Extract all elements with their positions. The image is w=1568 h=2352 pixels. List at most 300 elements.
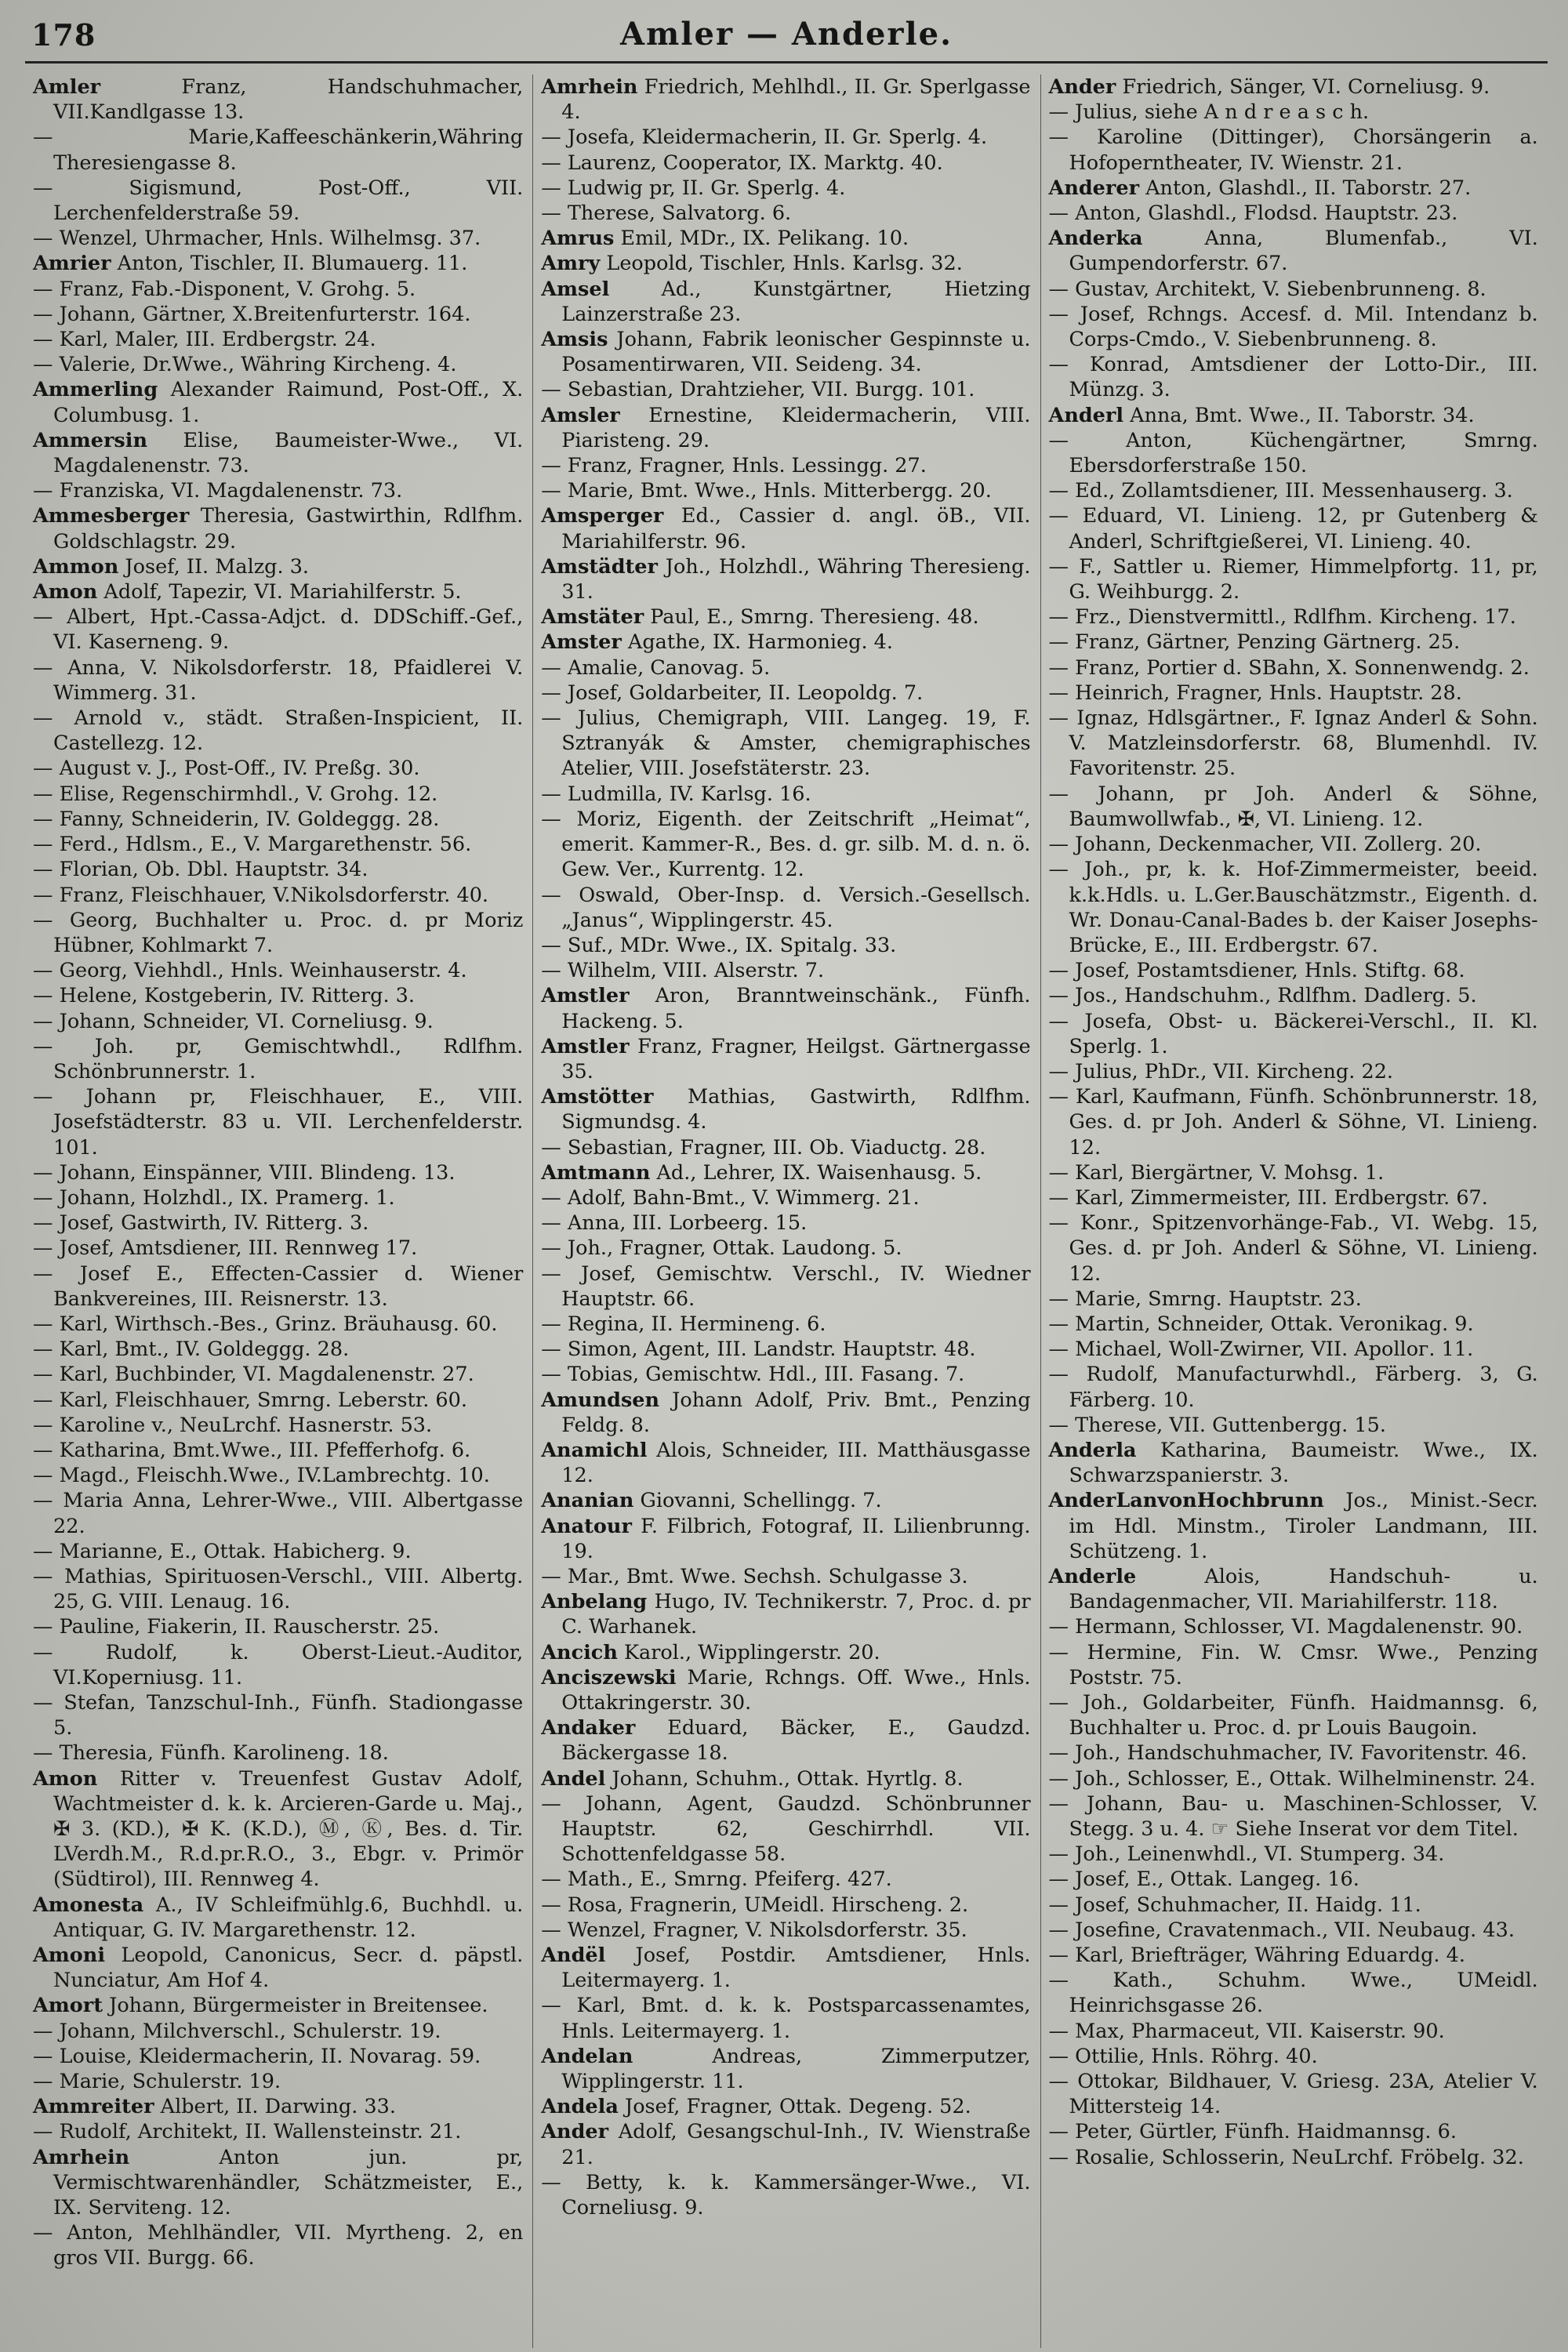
entry-text: — Franziska, VI. Magdalenenstr. 73. [33, 479, 403, 503]
directory-entry [541, 503, 1030, 554]
running-head: Amler — Anderle. [619, 16, 953, 53]
entry-text: — Marianne, E., Ottak. Habicherg. 9. [33, 1539, 412, 1563]
directory-entry [541, 1665, 1030, 1715]
entry-text: — Gustav, Architekt, V. Siebenbrunneng. 8. [1048, 277, 1486, 301]
entry-text: Leopold, Tischler, Hnls. Karlsg. 32. [600, 252, 963, 276]
directory-entry [541, 1261, 1030, 1312]
entry-text: — Joh., Goldarbeiter, Fünfh. Haidmannsg. 6, Buchhalter u. Proc. d. pr Louis Baugoin. [1048, 1691, 1538, 1740]
directory-entry [541, 807, 1030, 883]
directory-entry [541, 604, 1030, 630]
entry-text: — Maria Anna, Lehrer-Wwe., VIII. Albertgasse 22. [33, 1489, 524, 1538]
entry-text: Anton, Glashdl., II. Taborstr. 27. [1139, 176, 1472, 200]
directory-entry [1049, 1210, 1538, 1287]
directory-entry [541, 1766, 1030, 1791]
entry-text: — Katharina, Bmt.Wwe., III. Pfefferhofg. 6. [33, 1438, 471, 1462]
directory-entry [541, 1514, 1030, 1564]
directory-entry [33, 2044, 523, 2069]
directory-entry [1049, 352, 1538, 402]
directory-entry [33, 176, 523, 226]
entry-text: Giovanni, Schellingg. 7. [633, 1489, 882, 1513]
entry-text: Alois, Handschuh- u. Bandagenmacher, VII. Mariahilferstr. 118. [1069, 1564, 1538, 1614]
entry-text: — Amalie, Canovag. 5. [541, 655, 771, 680]
directory-entry [541, 2044, 1030, 2094]
entry-text: — Johann, Gärtner, X.Breitenfurterstr. 164. [33, 302, 471, 326]
entry-surname: Ananian [541, 1489, 634, 1513]
entry-text: Marie, Rchngs. Off. Wwe., Hnls. Ottakringerstr. 30. [561, 1665, 1031, 1715]
entry-text: — Josef, Schuhmacher, II. Haidg. 11. [1048, 1893, 1421, 1917]
directory-entry [33, 226, 523, 251]
entry-text: Johann Adolf, Priv. Bmt., Penzing Feldg. 8. [561, 1388, 1031, 1437]
entry-text: — Karoline (Dittinger), Chorsängerin a. Hofoperntheater, IV. Wienstr. 21. [1048, 125, 1538, 175]
entry-text: Adolf, Tapezir, VI. Mariahilferstr. 5. [97, 580, 462, 604]
entry-text: — Jos., Handschuhm., Rdlfhm. Dadlerg. 5. [1048, 984, 1477, 1008]
entry-text: — Karl, Bmt. d. k. k. Postsparcassenamtes, Hnls. Leitermayerg. 1. [541, 1994, 1031, 2043]
entry-text: — Therese, VII. Guttenbergg. 15. [1048, 1413, 1386, 1437]
directory-entry [541, 983, 1030, 1033]
entry-text: F. Filbrich, Fotograf, II. Lilienbrunng. 19. [561, 1514, 1031, 1563]
column-left [25, 74, 532, 2348]
entry-text: — Ottilie, Hnls. Röhrg. 40. [1048, 2044, 1318, 2068]
entry-text: — Rosa, Fragnerin, UMeidl. Hirscheng. 2. [541, 1893, 969, 1917]
directory-entry [541, 403, 1030, 453]
directory-entry [33, 1893, 523, 1943]
entry-text: — Georg, Buchhalter u. Proc. d. pr Moriz Hübner, Kohlmarkt 7. [33, 908, 524, 957]
entry-text: — Anton, Mehlhändler, VII. Myrtheng. 2, en gros VII. Burgg. 66. [33, 2221, 524, 2270]
directory-entry [1049, 958, 1538, 983]
entry-surname: Ammon [33, 554, 119, 579]
entry-text: Hugo, IV. Technikerstr. 7, Proc. d. pr C. Warhanek. [561, 1590, 1031, 1639]
entry-text: Johann, Schuhm., Ottak. Hyrtlg. 8. [605, 1766, 964, 1791]
directory-entry [33, 807, 523, 832]
entry-surname: Amsler [541, 403, 620, 427]
entry-text: — Hermine, Fin. W. Cmsr. Wwe., Penzing Poststr. 75. [1048, 1640, 1538, 1690]
entry-text: — Karl, Biergärtner, V. Mohsg. 1. [1048, 1160, 1385, 1185]
directory-entry [1049, 1740, 1538, 1766]
entry-text: — Karl, Zimmermeister, III. Erdbergstr. 67. [1048, 1185, 1488, 1210]
directory-entry [541, 1034, 1030, 1084]
directory-entry [541, 226, 1030, 251]
directory-entry [541, 655, 1030, 681]
directory-entry [1049, 478, 1538, 503]
entry-text: Mathias, Gastwirth, Rdlfhm. Sigmundsg. 4. [561, 1085, 1031, 1134]
entry-text: — Franz, Fab.-Disponent, V. Grohg. 5. [33, 277, 416, 301]
entry-surname: Amler [33, 75, 101, 99]
directory-entry [541, 1135, 1030, 1160]
directory-entry [33, 756, 523, 781]
entry-text: — Franz, Gärtner, Penzing Gärtnerg. 25. [1048, 630, 1461, 655]
entry-text: Leopold, Canonicus, Secr. d. päpstl. Nunciatur, Am Hof 4. [53, 1944, 524, 1993]
directory-entry [33, 1084, 523, 1160]
entry-text: — Valerie, Dr.Wwe., Währing Kircheng. 4. [33, 353, 457, 377]
entry-text: — Kath., Schuhm. Wwe., UMeidl. Heinrichsgasse 26. [1048, 1969, 1538, 2018]
directory-entry [541, 151, 1030, 176]
entry-text: — Anton, Küchengärtner, Smrng. Ebersdorferstraße 150. [1048, 428, 1538, 478]
directory-entry [33, 277, 523, 302]
directory-entry [1049, 125, 1538, 175]
entry-text: Ad., Lehrer, IX. Waisenhausg. 5. [650, 1160, 982, 1185]
entry-surname: Amrier [33, 252, 111, 276]
entry-text: — Laurenz, Cooperator, IX. Marktg. 40. [541, 151, 943, 175]
entry-text: — Franz, Portier d. SBahn, X. Sonnenwendg. 2. [1048, 655, 1530, 680]
entry-text: — Marie,Kaffeeschänkerin,Währing Theresiengasse 8. [33, 125, 524, 175]
entry-text: Ritter v. Treuenfest Gustav Adolf, Wachtmeister d. k. k. Arcieren-Garde u. Maj., ✠ 3. (KD.), ✠ K. (K.D.), Ⓜ, Ⓚ, Bes. d. Tir. LVerdh.M., R.d.pr.R.O., 3., Ebgr. v. Primör (Südtirol), III. Rennweg 4. [53, 1766, 524, 1892]
directory-entry [33, 883, 523, 908]
directory-entry [1049, 832, 1538, 857]
entry-text: — Josef, Rchngs. Accesf. d. Mil. Intendanz b. Corps-Cmdo., V. Siebenbrunneng. 8. [1048, 302, 1538, 352]
directory-entry [1049, 1160, 1538, 1185]
entry-surname: Ammersin [33, 428, 147, 452]
directory-entry [33, 428, 523, 478]
column-right [1040, 74, 1548, 2348]
directory-entry [541, 1918, 1030, 1943]
directory-entry [1049, 2044, 1538, 2069]
directory-entry [1049, 983, 1538, 1008]
directory-entry [33, 554, 523, 579]
entry-text: Josef, II. Malzg. 3. [118, 554, 310, 579]
entry-surname: Anamichl [541, 1438, 648, 1462]
entry-text: — Marie, Schulerstr. 19. [33, 2070, 281, 2094]
entry-text: — Johann, Agent, Gaudzd. Schönbrunner Hauptstr. 62, Geschirrhdl. VII. Schottenfeldgasse 58. [541, 1791, 1031, 1867]
directory-entry [1049, 655, 1538, 681]
directory-entry [1049, 2119, 1538, 2144]
directory-entry [1049, 1488, 1538, 1564]
directory-entry [541, 1185, 1030, 1210]
entry-surname: Ammesberger [33, 504, 190, 528]
entry-text: A., IV Schleifmühlg.6, Buchhdl. u. Antiquar, G. IV. Margarethenstr. 12. [53, 1893, 524, 1942]
entry-text: — Karl, Wirthsch.-Bes., Grinz. Bräuhausg. 60. [33, 1312, 498, 1336]
entry-text: Josef, Fragner, Ottak. Degeng. 52. [618, 2095, 971, 2119]
directory-entry [541, 251, 1030, 276]
directory-entry [1049, 1312, 1538, 1337]
entry-text: — Heinrich, Fragner, Hnls. Hauptstr. 28. [1048, 681, 1462, 705]
directory-entry [33, 377, 523, 427]
entry-text: — Johann, Milchverschl., Schulerstr. 19. [33, 2019, 441, 2043]
directory-entry [33, 983, 523, 1008]
entry-surname: Anderl [1048, 403, 1124, 427]
entry-text: Alois, Schneider, III. Matthäusgasse 12. [561, 1438, 1031, 1488]
entry-text: — Marie, Smrng. Hauptstr. 23. [1048, 1287, 1362, 1311]
directory-entry [1049, 100, 1538, 125]
entry-surname: Andelan [541, 2044, 633, 2068]
entry-text: — Stefan, Tanzschul-Inh., Fünfh. Stadiongasse 5. [33, 1691, 524, 1740]
directory-entry [1049, 176, 1538, 201]
directory-entry [1049, 403, 1538, 428]
entry-text: — Joh., pr, k. k. Hof-Zimmermeister, beeid. k.k.Hdls. u. L.Ger.Bauschätzmstr., Eigenth. d. Wr. Donau-Canal-Bades b. der Kaiser Josephs-Brücke, E., III. Erdbergstr. 67. [1048, 858, 1538, 957]
entry-text: Josef, Postdir. Amtsdiener, Hnls. Leitermayerg. 1. [561, 1944, 1031, 1993]
entry-text: — Pauline, Fiakerin, II. Rauscherstr. 25. [33, 1615, 440, 1639]
entry-text: Jos., Minist.-Secr. im Hdl. Minstm., Tiroler Landmann, III. Schützeng. 1. [1069, 1489, 1538, 1563]
directory-entry [33, 352, 523, 377]
directory-entry [1049, 1968, 1538, 2018]
directory-entry [541, 453, 1030, 478]
entry-text: — Julius, PhDr., VII. Kircheng. 22. [1048, 1059, 1394, 1083]
directory-entry [541, 201, 1030, 226]
directory-entry [541, 1312, 1030, 1337]
directory-entry [541, 1337, 1030, 1362]
directory-entry [541, 1362, 1030, 1387]
directory-entry [541, 1640, 1030, 1665]
entry-surname: Anderla [1048, 1438, 1137, 1462]
directory-entry [1049, 1009, 1538, 1059]
entry-surname: Anderka [1048, 227, 1143, 251]
entry-text: — Karl, Briefträger, Währing Eduardg. 4. [1048, 1944, 1465, 1968]
entry-text: Albert, II. Darwing. 33. [154, 2095, 396, 2119]
entry-text: Anton jun. pr, Vermischtwarenhändler, Schätzmeister, E., IX. Serviteng. 12. [53, 2145, 524, 2220]
entry-text: — Oswald, Ober-Insp. d. Versich.-Gesellsch. „Janus“, Wipplingerstr. 45. [541, 883, 1031, 932]
entry-surname: Ander [1048, 75, 1116, 99]
directory-entry [33, 1539, 523, 1564]
entry-surname: Anderle [1048, 1564, 1137, 1588]
directory-entry [541, 1867, 1030, 1892]
entry-surname: Amstädter [541, 554, 658, 579]
directory-entry [33, 1690, 523, 1740]
entry-text: — Max, Pharmaceut, VII. Kaiserstr. 90. [1048, 2019, 1445, 2043]
directory-entry [1049, 1564, 1538, 1614]
entry-text: — Theresia, Fünfh. Karolineng. 18. [33, 1741, 389, 1766]
entry-text: Friedrich, Mehlhdl., II. Gr. Sperlgasse 4. [561, 75, 1031, 125]
directory-entry [541, 706, 1030, 782]
columns [25, 74, 1548, 2348]
directory-entry [33, 1388, 523, 1413]
entry-text: — Peter, Gürtler, Fünfh. Haidmannsg. 6. [1048, 2120, 1457, 2144]
entry-text: Agathe, IX. Harmonieg. 4. [621, 630, 893, 655]
directory-entry [33, 125, 523, 175]
entry-surname: Amstäter [541, 605, 644, 630]
entry-text: — F., Sattler u. Riemer, Himmelpfortg. 11, pr, G. Weihburgg. 2. [1048, 554, 1538, 604]
entry-surname: Amoni [33, 1944, 106, 1968]
directory-entry [33, 1413, 523, 1438]
entry-text: — Joh. pr, Gemischtwhdl., Rdlfhm. Schönbrunnerstr. 1. [33, 1034, 524, 1083]
entry-text: — Adolf, Bahn-Bmt., V. Wimmerg. 21. [541, 1185, 920, 1210]
directory-entry [541, 1160, 1030, 1185]
directory-entry [33, 2119, 523, 2144]
entry-text: — Joh., Fragner, Ottak. Laudong. 5. [541, 1236, 902, 1261]
directory-entry [541, 478, 1030, 503]
directory-entry [541, 1993, 1030, 2043]
entry-text: — Josef E., Effecten-Cassier d. Wiener Bankvereines, III. Reisnerstr. 13. [33, 1261, 524, 1311]
entry-text: Alexander Raimund, Post-Off., X. Columbusg. 1. [53, 378, 524, 427]
entry-surname: Anderer [1048, 176, 1140, 200]
directory-entry [541, 883, 1030, 933]
entry-text: — Joh., Schlosser, E., Ottak. Wilhelminenstr. 24. [1048, 1766, 1536, 1791]
directory-entry [541, 1564, 1030, 1589]
entry-text: — Florian, Ob. Dbl. Hauptstr. 34. [33, 858, 368, 882]
entry-text: — Johann, pr Joh. Anderl & Söhne, Baumwollwfab., ✠, VI. Linieng. 12. [1048, 782, 1538, 831]
entry-text: — Johann, Holzhdl., IX. Pramerg. 1. [33, 1185, 395, 1210]
entry-text: — Wenzel, Uhrmacher, Hnls. Wilhelmsg. 37. [33, 227, 481, 251]
directory-entry [541, 681, 1030, 706]
entry-surname: Amry [541, 252, 601, 276]
entry-text: Johann, Fabrik leonischer Gespinnste u. Posamentirwaren, VII. Seideng. 34. [561, 328, 1031, 377]
entry-surname: Ammreiter [33, 2095, 154, 2119]
directory-entry [33, 2069, 523, 2094]
directory-entry [33, 327, 523, 352]
directory-entry [33, 1766, 523, 1893]
directory-entry [1049, 2069, 1538, 2119]
directory-entry [33, 1261, 523, 1312]
directory-entry [1049, 630, 1538, 655]
directory-entry [541, 1438, 1030, 1488]
entry-surname: Anatour [541, 1514, 632, 1538]
entry-text: — Elise, Regenschirmhdl., V. Grohg. 12. [33, 782, 438, 806]
entry-text: — Suf., MDr. Wwe., IX. Spitalg. 33. [541, 933, 897, 957]
directory-entry [33, 1210, 523, 1236]
entry-surname: Ancich [541, 1640, 618, 1664]
entry-surname: Andel [541, 1766, 606, 1791]
directory-entry [33, 1993, 523, 2018]
entry-text: — Anton, Glashdl., Flodsd. Hauptstr. 23. [1048, 201, 1458, 226]
directory-entry [1049, 428, 1538, 478]
entry-text: — Wenzel, Fragner, V. Nikolsdorferstr. 35. [541, 1918, 967, 1942]
entry-text: — Franz, Fragner, Hnls. Lessingg. 27. [541, 454, 927, 478]
entry-text: — Josef, Postamtsdiener, Hnls. Stiftg. 68. [1048, 959, 1465, 983]
directory-entry [33, 478, 523, 503]
directory-entry [33, 1160, 523, 1185]
entry-surname: Andël [541, 1944, 606, 1968]
directory-entry [33, 1640, 523, 1690]
entry-text: Anna, Bmt. Wwe., II. Taborstr. 34. [1123, 403, 1475, 427]
directory-entry [541, 958, 1030, 983]
entry-text: — Rudolf, Architekt, II. Wallensteinstr. 21. [33, 2120, 462, 2144]
directory-entry [1049, 2145, 1538, 2170]
entry-text: Eduard, Bäcker, E., Gaudzd. Bäckergasse 18. [561, 1716, 1031, 1766]
entry-text: — Karl, Buchbinder, VI. Magdalenenstr. 27. [33, 1363, 474, 1387]
entry-text: — Julius, Chemigraph, VIII. Langeg. 19, F. Sztranyák & Amster, chemigraphisches Atelier, VIII. Josefstäterstr. 23. [541, 706, 1031, 781]
entry-text: — Johann, Schneider, VI. Corneliusg. 9. [33, 1009, 434, 1033]
entry-text: — Anna, V. Nikolsdorferstr. 18, Pfaidlerei V. Wimmerg. 31. [33, 655, 524, 705]
directory-entry [1049, 2019, 1538, 2044]
directory-entry [541, 1943, 1030, 1993]
entry-surname: Amstler [541, 1034, 630, 1058]
entry-text: — Fanny, Schneiderin, IV. Goldeggg. 28. [33, 807, 440, 831]
entry-text: — Frz., Dienstvermittl., Rdlfhm. Kircheng. 17. [1048, 605, 1516, 630]
directory-entry [33, 2019, 523, 2044]
entry-text: — Josef, E., Ottak. Langeg. 16. [1048, 1867, 1359, 1892]
entry-text: — Ignaz, Hdlsgärtner., F. Ignaz Anderl & Sohn. V. Matzleinsdorferstr. 68, Blumenhdl. IV. Favoritenstr. 25. [1048, 706, 1538, 781]
entry-text: Franz, Handschuhmacher, VII.Kandlgasse 13. [53, 75, 524, 125]
entry-surname: Amstler [541, 984, 630, 1008]
directory-entry [1049, 226, 1538, 276]
entry-text: — Sigismund, Post-Off., VII. Lerchenfelderstraße 59. [33, 176, 524, 226]
entry-text: — Mathias, Spirituosen-Verschl., VIII. Albertg. 25, G. VIII. Lenaug. 16. [33, 1564, 524, 1614]
entry-text: — Karoline v., NeuLrchf. Hasnerstr. 53. [33, 1413, 433, 1437]
directory-entry [1049, 201, 1538, 226]
directory-entry [1049, 604, 1538, 630]
directory-entry [1049, 554, 1538, 604]
directory-entry [541, 1589, 1030, 1639]
directory-entry [1049, 277, 1538, 302]
entry-text: — August v. J., Post-Off., IV. Preßg. 30. [33, 757, 420, 781]
entry-text: — Hermann, Schlosser, VI. Magdalenenstr. 90. [1048, 1615, 1523, 1639]
entry-text: — Marie, Bmt. Wwe., Hnls. Mitterbergg. 20. [541, 479, 992, 503]
entry-text: — Mar., Bmt. Wwe. Sechsh. Schulgasse 3. [541, 1564, 968, 1588]
entry-text: — Sebastian, Fragner, III. Ob. Viaductg. 28. [541, 1135, 986, 1160]
directory-entry [33, 74, 523, 125]
entry-text: Joh., Holzhdl., Währing Theresieng. 31. [561, 554, 1031, 604]
entry-text: — Rudolf, k. Oberst-Lieut.-Auditor, VI.Koperniusg. 11. [33, 1640, 524, 1690]
entry-text: Theresia, Gastwirthin, Rdlfhm. Goldschlagstr. 29. [53, 504, 524, 554]
directory-entry [33, 655, 523, 706]
entry-surname: Amon [33, 1766, 98, 1791]
page-header [25, 16, 1548, 64]
directory-entry [1049, 1842, 1538, 1867]
entry-surname: Ander [541, 2120, 609, 2144]
page-number: 178 [31, 17, 96, 53]
directory-entry [541, 1388, 1030, 1438]
directory-entry [541, 377, 1030, 402]
directory-entry [1049, 1640, 1538, 1690]
directory-entry [33, 832, 523, 857]
directory-entry [1049, 1918, 1538, 1943]
entry-text: — Joh., Handschuhmacher, IV. Favoritenstr. 46. [1048, 1741, 1527, 1766]
entry-text: — Ludwig pr, II. Gr. Sperlg. 4. [541, 176, 846, 200]
directory-entry [1049, 503, 1538, 554]
directory-entry [541, 2094, 1030, 2119]
entry-text: — Josef, Amtsdiener, III. Rennweg 17. [33, 1236, 418, 1261]
directory-entry [541, 554, 1030, 604]
directory-entry [1049, 1084, 1538, 1160]
entry-text: Franz, Fragner, Heilgst. Gärtnergasse 35. [561, 1034, 1031, 1083]
directory-entry [541, 1715, 1030, 1766]
entry-text: — Martin, Schneider, Ottak. Veronikag. 9. [1048, 1312, 1474, 1336]
directory-entry [33, 2145, 523, 2221]
entry-text: Elise, Baumeister-Wwe., VI. Magdalenenstr. 73. [53, 428, 524, 478]
directory-entry [33, 302, 523, 327]
entry-text: Adolf, Gesangschul-Inh., IV. Wienstraße 21. [561, 2120, 1031, 2169]
entry-text: Ed., Cassier d. angl. öB., VII. Mariahilferstr. 96. [561, 504, 1031, 554]
directory-entry [541, 782, 1030, 807]
directory-entry [1049, 1185, 1538, 1210]
entry-text: — Josefa, Kleidermacherin, II. Gr. Sperlg. 4. [541, 125, 988, 150]
entry-surname: Amsel [541, 277, 610, 301]
directory-entry [33, 1337, 523, 1362]
directory-entry [33, 958, 523, 983]
entry-text: — Johann, Bau- u. Maschinen-Schlosser, V. Stegg. 3 u. 4. ☞ Siehe Inserat vor dem Titel. [1048, 1791, 1538, 1842]
directory-entry [541, 125, 1030, 150]
entry-surname: Amrus [541, 227, 615, 251]
entry-surname: Andela [541, 2095, 619, 2119]
entry-text: — Josef, Goldarbeiter, II. Leopoldg. 7. [541, 681, 924, 705]
entry-text: — Karl, Fleischhauer, Smrng. Leberstr. 60. [33, 1388, 467, 1412]
directory-entry [1049, 74, 1538, 100]
directory-entry [1049, 1791, 1538, 1842]
directory-entry [1049, 782, 1538, 832]
entry-text: — Joh., Leinenwhdl., VI. Stumperg. 34. [1048, 1842, 1445, 1867]
entry-text: — Michael, Woll-Zwirner, VII. Apolloг. 11. [1048, 1338, 1474, 1362]
entry-text: — Moriz, Eigenth. der Zeitschrift „Heimat“, emerit. Kammer-R., Bes. d. gr. silb. M. d. n. ö. Gew. Ver., Kurrentg. 12. [541, 807, 1031, 882]
directory-entry [33, 1185, 523, 1210]
directory-entry [1049, 1943, 1538, 1968]
entry-text: — Therese, Salvatorg. 6. [541, 201, 792, 226]
directory-entry [541, 176, 1030, 201]
entry-text: Paul, E., Smrng. Theresieng. 48. [644, 605, 979, 630]
directory-entry [541, 1236, 1030, 1261]
entry-surname: Anciszewski [541, 1665, 677, 1690]
directory-entry [541, 327, 1030, 377]
entry-text: — Albert, Hpt.-Cassa-Adjct. d. DDSchiff.-Gef., VI. Kaserneng. 9. [33, 605, 524, 655]
entry-surname: Amsis [541, 328, 608, 352]
entry-text: Ad., Kunstgärtner, Hietzing Lainzerstraße 23. [561, 277, 1031, 326]
directory-entry [33, 857, 523, 882]
directory-entry [541, 1893, 1030, 1918]
directory-entry [1049, 1893, 1538, 1918]
directory-entry [1049, 1766, 1538, 1791]
directory-entry [33, 1564, 523, 1614]
entry-text: — Konr., Spitzenvorhänge-Fab., VI. Webg. 15, Ges. d. pr Joh. Anderl & Söhne, VI. Linieng. 12. [1048, 1211, 1538, 1286]
entry-text: — Josef, Gemischtw. Verschl., IV. Wiedner Hauptstr. 66. [541, 1261, 1031, 1311]
directory-entry [1049, 1362, 1538, 1412]
directory-entry [1049, 1287, 1538, 1312]
